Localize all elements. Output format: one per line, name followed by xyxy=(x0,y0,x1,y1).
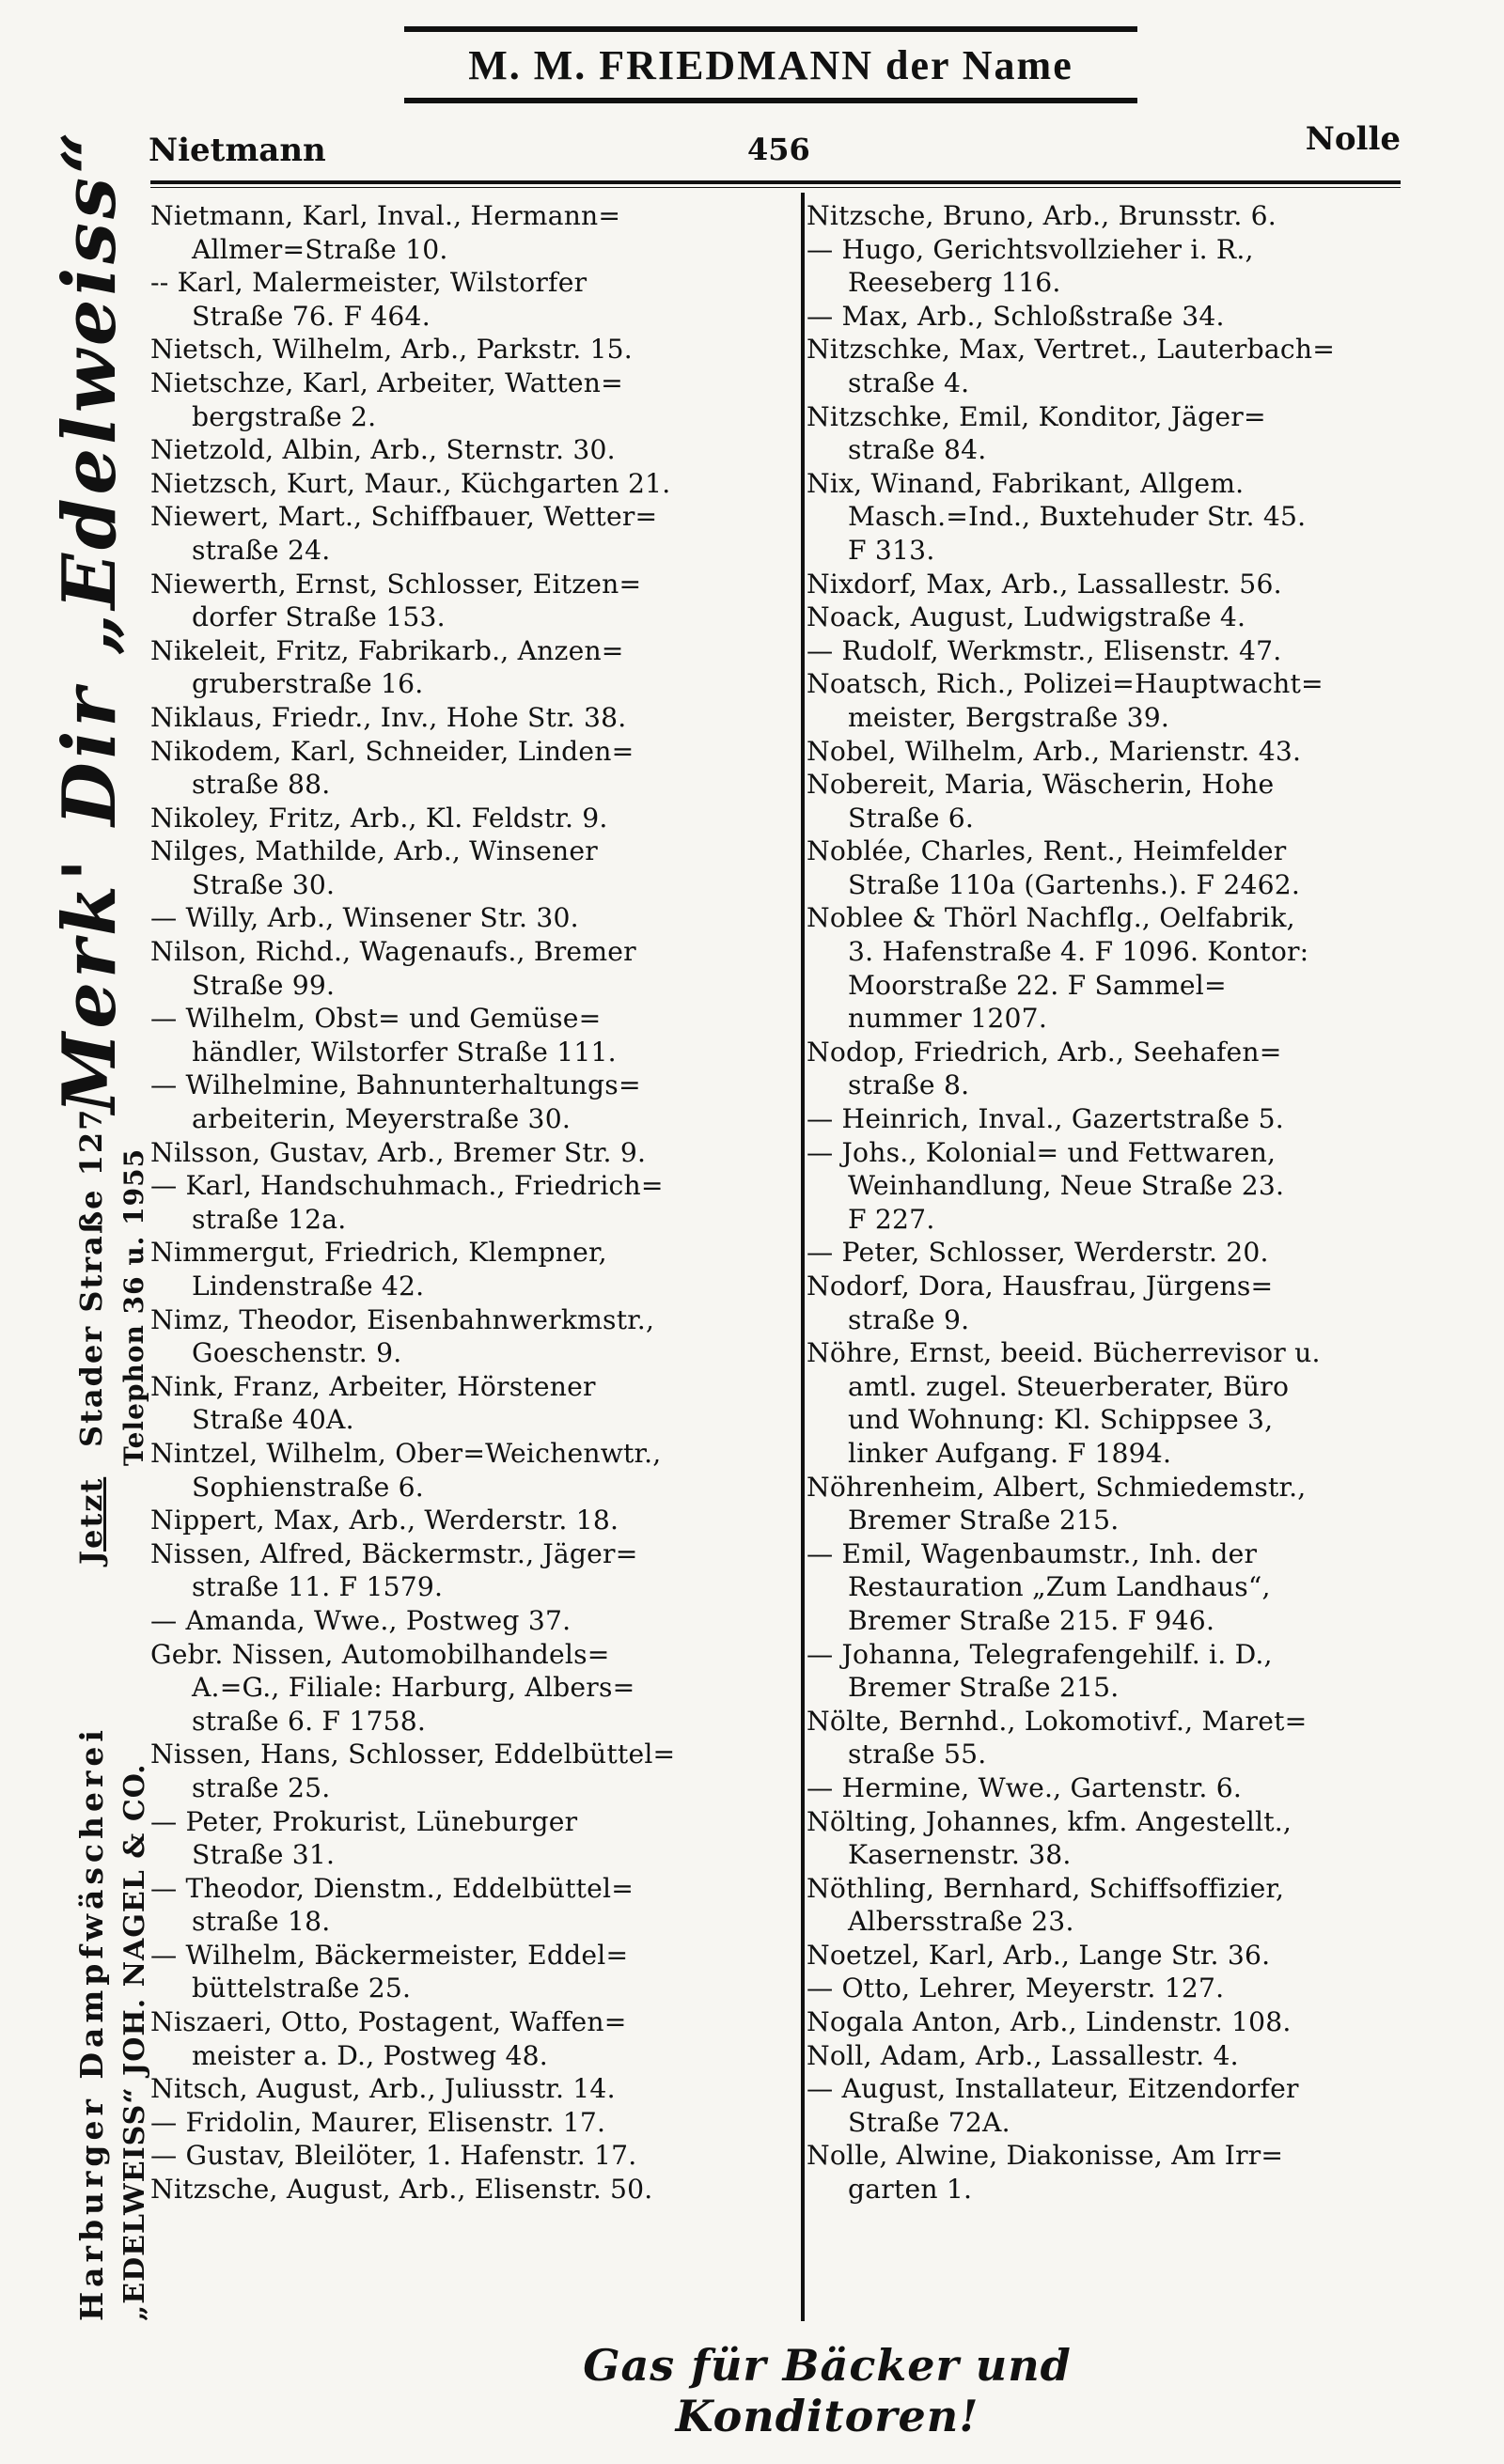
entry-line: Straße 30. xyxy=(192,868,336,900)
entry-line: Nitzsche, August, Arb., Elisenstr. 50. xyxy=(150,2174,653,2206)
entry-line: nummer 1207. xyxy=(848,1003,1047,1035)
entry-line: Nimz, Theodor, Eisenbahnwerkmstr., xyxy=(150,1303,655,1335)
header-rule xyxy=(150,180,1401,184)
entry-line: Nikoley, Fritz, Arb., Kl. Feldstr. 9. xyxy=(150,802,608,834)
directory-entry xyxy=(150,1136,780,1170)
entry-line: Nolle, Alwine, Diakonisse, Am Irr= xyxy=(807,2140,1284,2172)
directory-entry xyxy=(807,667,1399,734)
entry-line: Straße 110a (Gartenhs.). F 2462. xyxy=(848,868,1301,900)
entry-line: — Peter, Schlosser, Werderstr. 20. xyxy=(807,1237,1269,1269)
directory-entry xyxy=(807,600,1399,634)
entry-line: — Johanna, Telegrafengehilf. i. D., xyxy=(807,1638,1273,1670)
directory-entry xyxy=(150,366,780,433)
footer-ad-slogan: Gas für Bäcker und Konditoren! xyxy=(583,2340,1072,2441)
entry-line: Nix, Winand, Fabrikant, Allgem. xyxy=(807,467,1245,499)
directory-entry xyxy=(150,901,780,935)
entry-line: straße 8. xyxy=(848,1069,970,1101)
entry-line: — Amanda, Wwe., Postweg 37. xyxy=(150,1604,572,1636)
directory-entry xyxy=(807,233,1399,300)
directory-entry xyxy=(807,1638,1399,1705)
side-ad-address: Stader Straße 127 xyxy=(73,1107,109,1447)
entry-line: — Gustav, Bleilöter, 1. Hafenstr. 17. xyxy=(150,2140,637,2172)
entry-line: Straße 99. xyxy=(192,969,336,1001)
entry-line: — Peter, Prokurist, Lüneburger xyxy=(150,1805,578,1837)
entry-line: Nietzsch, Kurt, Maur., Küchgarten 21. xyxy=(150,467,671,499)
entry-line: Masch.=Ind., Buxtehuder Str. 45. xyxy=(848,501,1307,533)
directory-entry xyxy=(150,467,780,501)
directory-entry xyxy=(150,1604,780,1638)
directory-entry xyxy=(807,1036,1399,1102)
entry-line: — Willy, Arb., Winsener Str. 30. xyxy=(150,902,579,934)
entry-line: linker Aufgang. F 1894. xyxy=(848,1437,1172,1469)
entry-line: Nikeleit, Fritz, Fabrikarb., Anzen= xyxy=(150,634,624,666)
entry-line: Nikodem, Karl, Schneider, Linden= xyxy=(150,735,634,767)
directory-entry xyxy=(807,1270,1399,1336)
directory-entry xyxy=(807,2139,1399,2206)
entry-line: F 227. xyxy=(848,1203,935,1235)
header-last-name: Nolle xyxy=(1305,120,1401,158)
header-rule-thin xyxy=(150,187,1401,188)
directory-entry xyxy=(807,634,1399,668)
directory-entry xyxy=(150,333,780,366)
directory-entry xyxy=(150,568,780,634)
directory-entry xyxy=(807,568,1399,601)
entry-line: Nietschze, Karl, Arbeiter, Watten= xyxy=(150,366,623,398)
entry-line: straße 6. F 1758. xyxy=(192,1705,427,1737)
entry-line: Nöthling, Bernhard, Schiffsoffizier, xyxy=(807,1872,1285,1904)
entry-line: Nilges, Mathilde, Arb., Winsener xyxy=(150,835,598,867)
directory-entry xyxy=(150,1872,780,1939)
entry-line: — Theodor, Dienstm., Eddelbüttel= xyxy=(150,1872,634,1904)
entry-line: — Wilhelm, Obst= und Gemüse= xyxy=(150,1003,602,1035)
entry-line: — Hugo, Gerichtsvollzieher i. R., xyxy=(807,233,1254,265)
entry-line: Sophienstraße 6. xyxy=(192,1471,424,1503)
page-number: 456 xyxy=(747,132,810,167)
entry-line: Noack, August, Ludwigstraße 4. xyxy=(807,601,1246,633)
entry-line: Nintzel, Wilhelm, Ober=Weichenwtr., xyxy=(150,1437,662,1469)
directory-entry xyxy=(807,2005,1399,2039)
entry-line: Nitsch, August, Arb., Juliusstr. 14. xyxy=(150,2073,616,2105)
entry-line: Reeseberg 116. xyxy=(848,267,1061,299)
entry-line: Straße 31. xyxy=(192,1839,336,1871)
entry-line: — Hermine, Wwe., Gartenstr. 6. xyxy=(807,1771,1242,1803)
directory-entry xyxy=(150,500,780,567)
entry-line: Nietsch, Wilhelm, Arb., Parkstr. 15. xyxy=(150,334,633,366)
entry-line: bergstraße 2. xyxy=(192,400,377,432)
column-divider xyxy=(801,193,805,2321)
entry-line: Nimmergut, Friedrich, Klempner, xyxy=(150,1237,607,1269)
directory-entry xyxy=(150,1638,780,1739)
entry-line: straße 4. xyxy=(848,366,970,398)
entry-line: Noblée, Charles, Rent., Heimfelder xyxy=(807,835,1287,867)
entry-line: Niszaeri, Otto, Postagent, Waffen= xyxy=(150,2006,627,2038)
directory-entry xyxy=(150,1805,780,1872)
entry-line: — Otto, Lehrer, Meyerstr. 127. xyxy=(807,1973,1225,2004)
directory-entry xyxy=(150,1236,780,1302)
directory-entry xyxy=(807,1872,1399,1939)
entry-line: Bremer Straße 215. xyxy=(848,1672,1120,1704)
entry-line: A.=G., Filiale: Harburg, Albers= xyxy=(192,1672,635,1704)
directory-entry xyxy=(150,2072,780,2106)
entry-line: arbeiterin, Meyerstraße 30. xyxy=(192,1103,571,1135)
directory-entry xyxy=(807,1537,1399,1638)
directory-entry xyxy=(807,333,1399,399)
entry-line: händler, Wilstorfer Straße 111. xyxy=(192,1036,617,1068)
directory-entry xyxy=(150,2005,780,2072)
directory-entry xyxy=(150,701,780,735)
directory-entry xyxy=(807,1102,1399,1136)
entry-line: straße 84. xyxy=(848,434,987,466)
entry-line: straße 11. F 1579. xyxy=(192,1571,444,1603)
directory-entry xyxy=(150,1303,780,1370)
entry-line: — August, Installateur, Eitzendorfer xyxy=(807,2073,1299,2105)
entry-line: straße 24. xyxy=(192,534,331,566)
entry-line: Straße 40A. xyxy=(192,1404,354,1436)
entry-line: Nöhrenheim, Albert, Schmiedemstr., xyxy=(807,1471,1307,1503)
entry-line: meister a. D., Postweg 48. xyxy=(192,2039,548,2071)
entry-line: und Wohnung: Kl. Schippsee 3, xyxy=(848,1404,1274,1436)
entry-line: Weinhandlung, Neue Straße 23. xyxy=(848,1170,1285,1202)
directory-entry xyxy=(150,2106,780,2140)
directory-entry xyxy=(150,2173,780,2207)
directory-entry xyxy=(807,1805,1399,1872)
entry-line: Nink, Franz, Arbeiter, Hörstener xyxy=(150,1370,596,1402)
entry-line: Restauration „Zum Landhaus“, xyxy=(848,1571,1271,1603)
entry-line: gruberstraße 16. xyxy=(192,668,424,700)
left-column xyxy=(150,199,780,2314)
directory-entry xyxy=(150,1504,780,1537)
entry-line: Albersstraße 23. xyxy=(848,1906,1074,1938)
entry-line: Nitzsche, Bruno, Arb., Brunsstr. 6. xyxy=(807,200,1277,231)
entry-line: dorfer Straße 153. xyxy=(192,601,446,633)
directory-entry xyxy=(150,199,780,266)
directory-entry xyxy=(150,1068,780,1135)
entry-line: Niewerth, Ernst, Schlosser, Eitzen= xyxy=(150,568,642,600)
entry-line: meister, Bergstraße 39. xyxy=(848,701,1170,733)
directory-entry xyxy=(807,768,1399,834)
entry-line: Nöhre, Ernst, beeid. Bücherrevisor u. xyxy=(807,1337,1321,1369)
directory-entry xyxy=(150,1939,780,2005)
entry-line: garten 1. xyxy=(848,2174,973,2206)
entry-line: Nilsson, Gustav, Arb., Bremer Str. 9. xyxy=(150,1136,647,1168)
entry-line: straße 25. xyxy=(192,1771,331,1803)
directory-entry xyxy=(807,1939,1399,1973)
entry-line: Lindenstraße 42. xyxy=(192,1271,425,1302)
directory-entry xyxy=(150,1169,780,1236)
directory-entry xyxy=(807,834,1399,901)
entry-line: — Rudolf, Werkmstr., Elisenstr. 47. xyxy=(807,634,1282,666)
entry-line: -- Karl, Malermeister, Wilstorfer xyxy=(150,267,588,299)
entry-line: straße 88. xyxy=(192,769,331,801)
directory-entry xyxy=(807,1972,1399,2005)
entry-line: Straße 72A. xyxy=(848,2106,1010,2138)
entry-line: Nodop, Friedrich, Arb., Seehafen= xyxy=(807,1036,1282,1068)
directory-entry xyxy=(150,1002,780,1068)
entry-line: Nietzold, Albin, Arb., Sternstr. 30. xyxy=(150,434,616,466)
entry-line: Gebr. Nissen, Automobilhandels= xyxy=(150,1638,610,1670)
entry-line: 3. Hafenstraße 4. F 1096. Kontor: xyxy=(848,936,1309,968)
directory-entry xyxy=(150,1370,780,1437)
entry-line: straße 18. xyxy=(192,1906,331,1938)
directory-entry xyxy=(150,1738,780,1804)
entry-line: Nippert, Max, Arb., Werderstr. 18. xyxy=(150,1505,619,1536)
directory-entry xyxy=(150,935,780,1002)
directory-entry xyxy=(150,834,780,901)
header-first-name: Nietmann xyxy=(149,132,326,169)
directory-entry xyxy=(807,1136,1399,1237)
directory-entry xyxy=(807,901,1399,1035)
top-banner-ad: M. M. FRIEDMANN der Name xyxy=(404,26,1137,103)
directory-entry xyxy=(807,735,1399,769)
entry-line: — Heinrich, Inval., Gazertstraße 5. xyxy=(807,1103,1284,1135)
entry-line: Noetzel, Karl, Arb., Lange Str. 36. xyxy=(807,1939,1271,1971)
directory-entry xyxy=(807,1236,1399,1270)
entry-line: — Max, Arb., Schloßstraße 34. xyxy=(807,300,1225,332)
entry-line: Goeschenstr. 9. xyxy=(192,1337,402,1369)
entry-line: Nitzschke, Max, Vertret., Lauterbach= xyxy=(807,334,1336,366)
entry-line: büttelstraße 25. xyxy=(192,1973,412,2004)
entry-line: Noblee & Thörl Nachflg., Oelfabrik, xyxy=(807,902,1295,934)
entry-line: Straße 6. xyxy=(848,802,975,834)
entry-line: Bremer Straße 215. xyxy=(848,1505,1120,1536)
entry-line: — Johs., Kolonial= und Fettwaren, xyxy=(807,1136,1277,1168)
directory-entry xyxy=(150,2139,780,2173)
entry-line: — Emil, Wagenbaumstr., Inh. der xyxy=(807,1537,1258,1569)
directory-entry xyxy=(807,1705,1399,1771)
entry-line: Kasernenstr. 38. xyxy=(848,1839,1072,1871)
directory-entry xyxy=(150,266,780,333)
entry-line: Nietmann, Karl, Inval., Hermann= xyxy=(150,200,621,231)
entry-line: Nobereit, Maria, Wäscherin, Hohe xyxy=(807,769,1275,801)
directory-entry xyxy=(807,300,1399,334)
entry-line: straße 9. xyxy=(848,1303,970,1335)
entry-line: Noll, Adam, Arb., Lassallestr. 4. xyxy=(807,2039,1239,2071)
entry-line: Moorstraße 22. F Sammel= xyxy=(848,969,1227,1001)
entry-line: Nölting, Johannes, kfm. Angestellt., xyxy=(807,1805,1292,1837)
entry-line: Nobel, Wilhelm, Arb., Marienstr. 43. xyxy=(807,735,1302,767)
entry-line: Nilson, Richd., Wagenaufs., Bremer xyxy=(150,936,636,968)
entry-line: Nissen, Alfred, Bäckermstr., Jäger= xyxy=(150,1537,638,1569)
directory-entry xyxy=(807,1471,1399,1537)
directory-entry xyxy=(150,802,780,835)
entry-line: Nitzschke, Emil, Konditor, Jäger= xyxy=(807,400,1266,432)
entry-line: — Karl, Handschuhmach., Friedrich= xyxy=(150,1170,664,1202)
entry-line: straße 55. xyxy=(848,1739,987,1770)
entry-line: Nölte, Bernhd., Lokomotivf., Maret= xyxy=(807,1705,1308,1737)
entry-line: F 313. xyxy=(848,534,935,566)
entry-line: — Fridolin, Maurer, Elisenstr. 17. xyxy=(150,2106,606,2138)
directory-entry xyxy=(807,1336,1399,1470)
side-ad-phone: Telephon 36 u. 1955 xyxy=(118,1147,149,1466)
directory-entry xyxy=(807,2039,1399,2073)
entry-line: Bremer Straße 215. F 946. xyxy=(848,1604,1215,1636)
side-ad-brand: „EDELWEISS“ JOH. NAGEL & CO. xyxy=(118,1763,151,2321)
directory-entry xyxy=(150,1537,780,1604)
entry-line: — Wilhelm, Bäckermeister, Eddel= xyxy=(150,1939,629,1971)
entry-line: Nixdorf, Max, Arb., Lassallestr. 56. xyxy=(807,568,1282,600)
entry-line: Noatsch, Rich., Polizei=Hauptwacht= xyxy=(807,668,1324,700)
directory-entry xyxy=(807,400,1399,467)
entry-line: Allmer=Straße 10. xyxy=(192,233,448,265)
entry-line: — Wilhelmine, Bahnunterhaltungs= xyxy=(150,1069,641,1101)
entry-line: Niklaus, Friedr., Inv., Hohe Str. 38. xyxy=(150,701,627,733)
directory-entry xyxy=(150,634,780,701)
entry-line: Straße 76. F 464. xyxy=(192,300,431,332)
side-ad-company: Harburger Dampfwäscherei xyxy=(73,1725,110,2321)
directory-entry xyxy=(150,1437,780,1504)
entry-line: amtl. zugel. Steuerberater, Büro xyxy=(848,1370,1290,1402)
directory-entry xyxy=(807,199,1399,233)
entry-line: straße 12a. xyxy=(192,1203,347,1235)
entry-line: Nodorf, Dora, Hausfrau, Jürgens= xyxy=(807,1271,1274,1302)
directory-entry xyxy=(807,1771,1399,1805)
directory-entry xyxy=(150,735,780,802)
entry-line: Nogala Anton, Arb., Lindenstr. 108. xyxy=(807,2006,1292,2038)
right-column xyxy=(807,199,1399,2314)
entry-line: Niewert, Mart., Schiffbauer, Wetter= xyxy=(150,501,658,533)
directory-entry xyxy=(150,433,780,467)
directory-entry xyxy=(807,467,1399,568)
entry-line: Nissen, Hans, Schlosser, Eddelbüttel= xyxy=(150,1739,676,1770)
side-ad-slogan: Merk' Dir „Edelweiss“ xyxy=(47,128,133,1114)
side-ad-now: Jetzt xyxy=(73,1476,109,1565)
directory-entry xyxy=(807,2072,1399,2139)
